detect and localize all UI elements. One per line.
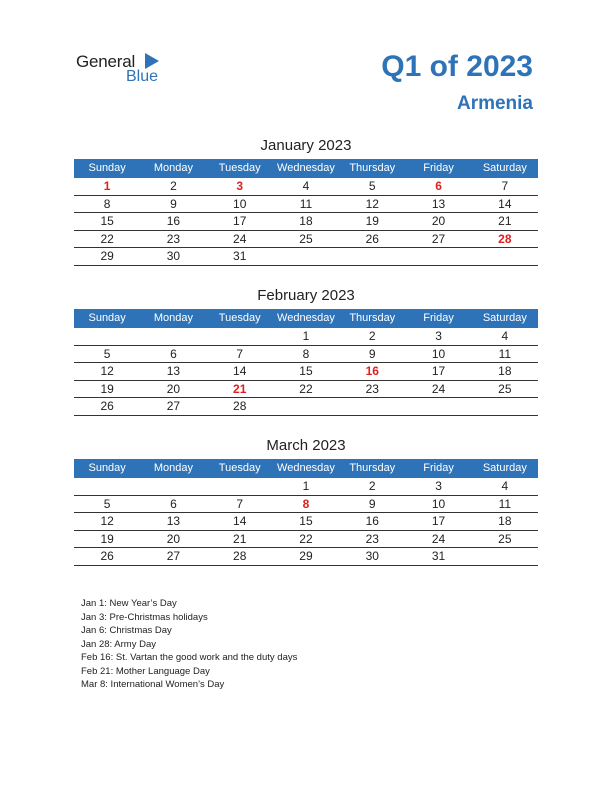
day-cell: 19 bbox=[365, 214, 379, 228]
day-cell: 7 bbox=[501, 179, 509, 193]
day-cell: 26 bbox=[100, 549, 114, 563]
day-cell: 29 bbox=[299, 549, 313, 563]
day-cell: 13 bbox=[166, 514, 181, 528]
day-cell: 6 bbox=[170, 496, 177, 511]
logo-blue-text: Blue bbox=[126, 68, 159, 85]
weekday-label: Sunday bbox=[88, 312, 126, 324]
day-cell: 24 bbox=[431, 381, 446, 396]
week-row bbox=[74, 531, 538, 549]
week-row bbox=[74, 328, 538, 346]
day-cell: 1 bbox=[302, 329, 310, 343]
day-cell: 8 bbox=[302, 346, 310, 361]
week-row bbox=[74, 363, 538, 381]
week-row bbox=[74, 248, 538, 266]
holiday-note: Feb 16: St. Vartan the good work and the duty days bbox=[81, 652, 298, 663]
holiday-day-cell: 8 bbox=[302, 496, 310, 511]
day-cell: 8 bbox=[103, 196, 111, 211]
day-cell: 11 bbox=[498, 496, 512, 511]
day-cell: 20 bbox=[166, 531, 181, 546]
weekday-label: Sunday bbox=[88, 462, 126, 474]
day-cell: 27 bbox=[431, 231, 446, 246]
day-cell: 11 bbox=[498, 346, 512, 361]
day-cell: 3 bbox=[435, 329, 442, 343]
holiday-day-cell: 21 bbox=[233, 381, 247, 396]
day-cell: 12 bbox=[100, 514, 114, 528]
day-cell: 10 bbox=[233, 196, 247, 211]
month-calendar bbox=[74, 287, 538, 416]
day-cell: 7 bbox=[236, 496, 244, 511]
holiday-note: Feb 21: Mother Language Day bbox=[81, 665, 210, 677]
day-cell: 12 bbox=[100, 364, 114, 378]
holiday-day-cell: 1 bbox=[103, 179, 111, 193]
day-cell: 7 bbox=[236, 346, 244, 361]
day-cell: 15 bbox=[299, 514, 313, 528]
holiday-note: Jan 1: New Year’s Day bbox=[81, 598, 177, 609]
day-cell: 14 bbox=[233, 364, 247, 378]
day-cell: 18 bbox=[498, 364, 512, 378]
day-cell bbox=[207, 328, 273, 345]
week-row bbox=[74, 231, 538, 249]
month-title: February 2023 bbox=[257, 287, 355, 304]
weekday-label: Tuesday bbox=[218, 462, 261, 474]
week-row bbox=[74, 196, 538, 214]
day-cell bbox=[405, 248, 471, 265]
day-cell: 21 bbox=[233, 531, 247, 546]
day-cell: 12 bbox=[365, 196, 379, 211]
day-cell bbox=[472, 398, 538, 415]
holiday-day-cell: 3 bbox=[236, 179, 244, 193]
day-cell: 9 bbox=[170, 196, 177, 211]
holiday-note: Jan 3: Pre-Christmas holidays bbox=[81, 611, 208, 623]
day-cell bbox=[339, 398, 405, 415]
day-cell: 29 bbox=[100, 249, 114, 263]
day-cell: 25 bbox=[299, 231, 313, 246]
day-cell: 1 bbox=[302, 479, 310, 493]
brand-logo bbox=[76, 52, 176, 88]
day-cell: 18 bbox=[498, 514, 512, 528]
holiday-note: Jan 28: Army Day bbox=[81, 638, 156, 650]
day-cell: 19 bbox=[100, 531, 114, 546]
day-cell: 5 bbox=[103, 346, 111, 361]
day-cell: 23 bbox=[365, 531, 379, 546]
logo-general-text: General bbox=[76, 52, 136, 71]
day-cell: 26 bbox=[365, 231, 379, 246]
weekday-label: Monday bbox=[153, 312, 193, 324]
weekday-label: Wednesday bbox=[277, 162, 335, 174]
day-cell: 14 bbox=[233, 514, 247, 528]
day-cell: 5 bbox=[103, 496, 111, 511]
day-cell: 4 bbox=[501, 479, 509, 493]
week-row bbox=[74, 381, 538, 399]
day-cell: 2 bbox=[368, 479, 376, 493]
day-cell: 13 bbox=[431, 196, 446, 211]
day-cell: 30 bbox=[166, 249, 181, 263]
weekday-label: Sunday bbox=[88, 162, 126, 174]
day-cell: 17 bbox=[431, 364, 446, 378]
day-cell: 14 bbox=[498, 196, 512, 211]
weekday-label: Saturday bbox=[482, 162, 527, 174]
weekday-label: Wednesday bbox=[277, 462, 335, 474]
day-cell: 6 bbox=[170, 346, 177, 361]
day-cell: 9 bbox=[368, 346, 376, 361]
day-cell: 10 bbox=[431, 346, 446, 361]
day-cell: 4 bbox=[501, 329, 509, 343]
day-cell: 16 bbox=[365, 514, 379, 528]
day-cell: 23 bbox=[166, 231, 181, 246]
weekday-header-row bbox=[74, 459, 538, 478]
week-row bbox=[74, 398, 538, 416]
day-cell: 25 bbox=[498, 531, 512, 546]
month-title: March 2023 bbox=[266, 437, 346, 454]
weekday-label: Tuesday bbox=[218, 162, 261, 174]
day-cell: 17 bbox=[233, 214, 247, 228]
holiday-day-cell: 28 bbox=[498, 231, 512, 246]
day-cell: 23 bbox=[365, 381, 379, 396]
week-row bbox=[74, 178, 538, 196]
day-cell: 18 bbox=[299, 214, 313, 228]
holiday-day-cell: 16 bbox=[365, 364, 379, 378]
month-calendar bbox=[74, 137, 538, 266]
day-cell: 28 bbox=[233, 549, 247, 563]
page-title: Q1 of 2023 bbox=[381, 50, 533, 83]
day-cell: 24 bbox=[431, 531, 446, 546]
day-cell bbox=[207, 478, 273, 495]
weekday-header-row bbox=[74, 159, 538, 178]
week-row bbox=[74, 346, 538, 364]
day-cell: 27 bbox=[166, 549, 181, 563]
day-cell bbox=[472, 248, 538, 265]
day-cell: 10 bbox=[431, 496, 446, 511]
weekday-label: Friday bbox=[423, 162, 454, 174]
day-cell: 17 bbox=[431, 514, 446, 528]
day-cell: 22 bbox=[299, 531, 313, 546]
weekday-label: Thursday bbox=[349, 462, 396, 474]
logo-triangle-icon bbox=[145, 53, 159, 69]
day-cell: 13 bbox=[166, 364, 181, 378]
day-cell: 31 bbox=[233, 249, 247, 263]
holiday-note: Mar 8: International Women’s Day bbox=[81, 679, 225, 690]
day-cell: 2 bbox=[170, 179, 177, 193]
day-cell: 24 bbox=[233, 231, 247, 246]
holiday-day-cell: 6 bbox=[435, 179, 442, 193]
day-cell: 11 bbox=[299, 196, 313, 211]
day-cell: 28 bbox=[233, 399, 247, 413]
day-cell: 16 bbox=[166, 214, 181, 228]
day-cell: 20 bbox=[166, 381, 181, 396]
weekday-label: Tuesday bbox=[218, 312, 261, 324]
day-cell bbox=[74, 328, 140, 345]
weekday-label: Friday bbox=[423, 462, 454, 474]
day-cell: 5 bbox=[368, 179, 376, 193]
day-cell: 2 bbox=[368, 329, 376, 343]
day-cell bbox=[74, 478, 140, 495]
holiday-notes bbox=[81, 597, 297, 692]
day-cell bbox=[405, 398, 471, 415]
day-cell: 15 bbox=[299, 364, 313, 378]
weekday-header-row bbox=[74, 309, 538, 328]
day-cell: 3 bbox=[435, 479, 442, 493]
week-row bbox=[74, 496, 538, 514]
day-cell: 27 bbox=[166, 399, 181, 413]
weekday-label: Wednesday bbox=[277, 312, 335, 324]
weekday-label: Saturday bbox=[482, 312, 527, 324]
month-title: January 2023 bbox=[260, 137, 352, 154]
month-calendar bbox=[74, 437, 538, 566]
day-cell bbox=[273, 398, 339, 415]
day-cell: 15 bbox=[100, 214, 114, 228]
day-cell: 25 bbox=[498, 381, 512, 396]
day-cell: 19 bbox=[100, 381, 114, 396]
country-name: Armenia bbox=[456, 93, 533, 114]
day-cell bbox=[339, 248, 405, 265]
weekday-label: Monday bbox=[153, 462, 193, 474]
week-row bbox=[74, 213, 538, 231]
day-cell: 21 bbox=[498, 214, 512, 228]
weekday-label: Monday bbox=[153, 162, 193, 174]
weekday-label: Thursday bbox=[349, 162, 396, 174]
holiday-note: Jan 6: Christmas Day bbox=[81, 625, 172, 636]
day-cell: 4 bbox=[302, 179, 310, 193]
day-cell: 9 bbox=[368, 496, 376, 511]
day-cell: 22 bbox=[299, 381, 313, 396]
week-row bbox=[74, 478, 538, 496]
day-cell bbox=[472, 548, 538, 565]
weekday-label: Friday bbox=[423, 312, 454, 324]
weekday-label: Thursday bbox=[349, 312, 396, 324]
day-cell: 31 bbox=[431, 549, 446, 563]
day-cell: 26 bbox=[100, 399, 114, 413]
day-cell: 30 bbox=[365, 549, 379, 563]
day-cell bbox=[140, 478, 206, 495]
weekday-label: Saturday bbox=[482, 462, 527, 474]
day-cell bbox=[273, 248, 339, 265]
day-cell bbox=[140, 328, 206, 345]
day-cell: 20 bbox=[431, 214, 446, 228]
week-row bbox=[74, 548, 538, 566]
day-cell: 22 bbox=[100, 231, 114, 246]
week-row bbox=[74, 513, 538, 531]
